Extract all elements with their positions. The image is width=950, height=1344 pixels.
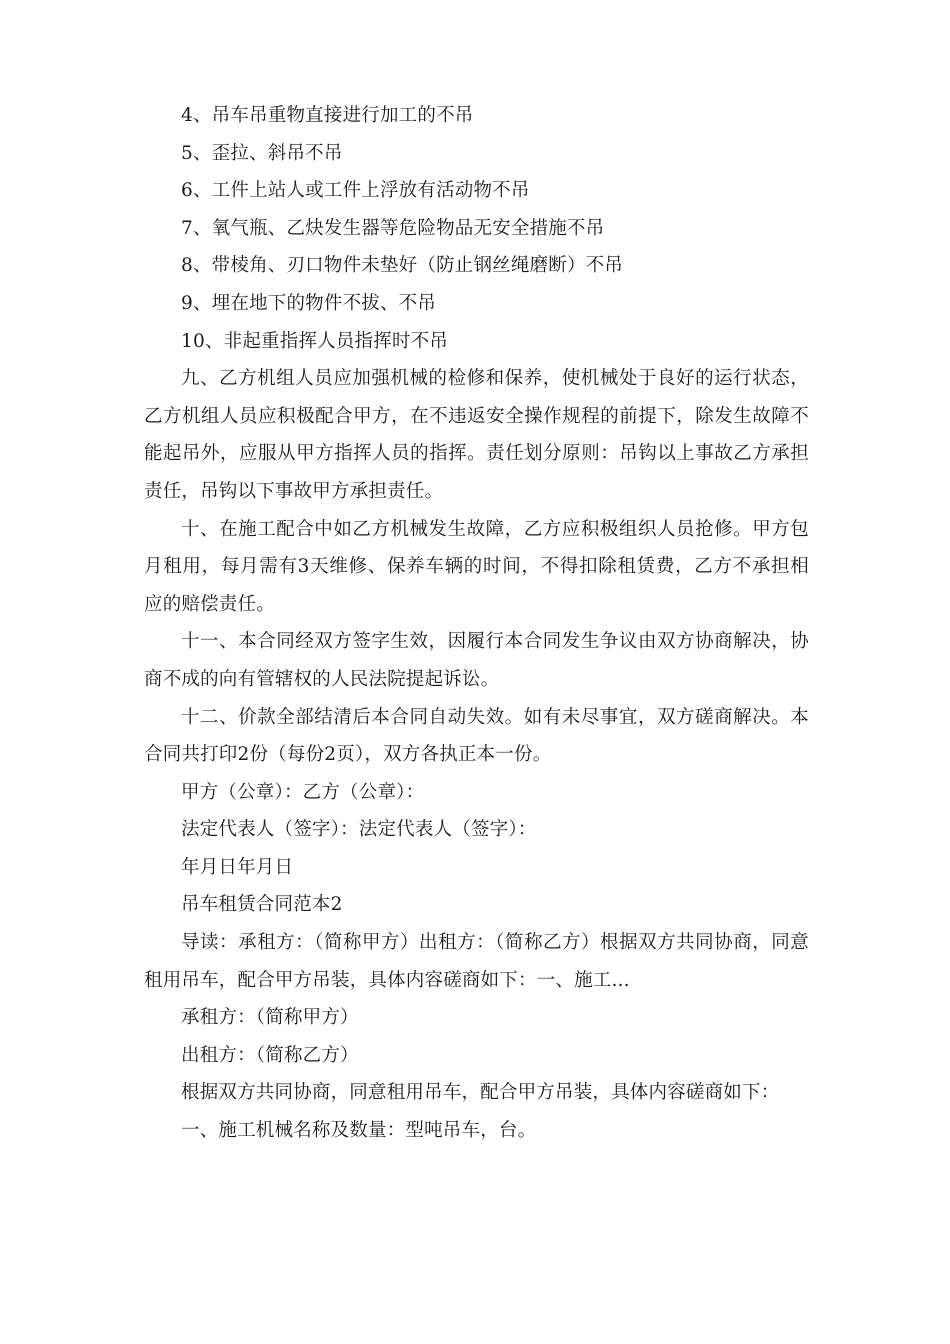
article-11: 十一、本合同经双方签字生效，因履行本合同发生争议由双方协商解决，协商不成的向有管辖权的人民法院提起诉讼。 (144, 631, 809, 690)
agreement-intro: 根据双方共同协商，同意租用吊车，配合甲方吊装，具体内容磋商如下： (181, 1082, 780, 1104)
summary-paragraph: 导读：承租方：（简称甲方）出租方：（简称乙方）根据双方共同协商，同意租用吊车，配合甲方吊装，具体内容磋商如下：一、施工... (144, 932, 809, 991)
document-body (144, 97, 809, 1150)
clause-item-6: 6、工件上站人或工件上浮放有活动物不吊 (181, 180, 530, 202)
article-12: 十二、价款全部结清后本合同自动失效。如有未尽事宜，双方磋商解决。本合同共打印2份（每份2页），双方各执正本一份。 (144, 706, 809, 766)
section-title: 吊车租赁合同范本2 (181, 894, 343, 916)
article-10: 十、在施工配合中如乙方机械发生故障，乙方应积极组织人员抢修。甲方包月租用，每月需有3天维修、保养车辆的时间，不得扣除租赁费，乙方不承担相应的赔偿责任。 (144, 518, 809, 615)
clause-item-10: 10、非起重指挥人员指挥时不吊 (181, 330, 449, 352)
clause-item-9: 9、埋在地下的物件不拔、不吊 (181, 292, 437, 314)
lessor-line: 出租方：（简称乙方） (181, 1044, 359, 1066)
lessee-line: 承租方：（简称甲方） (181, 1007, 359, 1029)
signature-date-line: 年月日年月日 (181, 856, 294, 878)
clause-item-4: 4、吊车吊重物直接进行加工的不吊 (181, 105, 474, 126)
article-9: 九、乙方机组人员应加强机械的检修和保养，使机械处于良好的运行状态，乙方机组人员应积极配合甲方，在不违返安全操作规程的前提下，除发生故障不能起吊外，应服从甲方指挥人员的指挥。责任划分原则：吊钩以上事故乙方承担责任，吊钩以下事故甲方承担责任。 (144, 368, 809, 502)
signature-seal-line: 甲方（公章）：乙方（公章）： (181, 781, 425, 803)
clause-item-8: 8、带棱角、刃口物件未垫好（防止钢丝绳磨断）不吊 (181, 255, 624, 277)
clause-item-5: 5、歪拉、斜吊不吊 (181, 142, 343, 164)
clause-item-7: 7、氧气瓶、乙炔发生器等危险物品无安全措施不吊 (181, 217, 605, 239)
article-1: 一、施工机械名称及数量：型吨吊车，台。 (181, 1120, 537, 1142)
signature-representative-line: 法定代表人（签字）：法定代表人（签字）： (181, 819, 537, 841)
